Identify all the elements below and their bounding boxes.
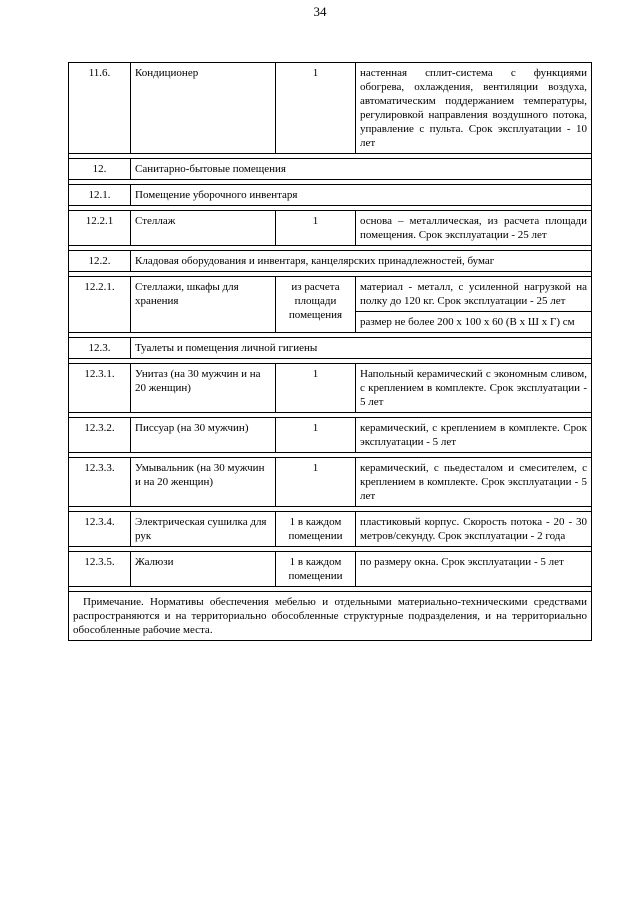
equipment-table xyxy=(68,62,592,641)
item-number: 12.2.1 xyxy=(69,211,131,246)
section-number: 12.3. xyxy=(69,338,131,359)
item-number: 11.6. xyxy=(69,63,131,154)
section-title: Помещение уборочного инвентаря xyxy=(131,185,592,206)
section-row xyxy=(69,338,592,359)
item-name: Кондиционер xyxy=(131,63,276,154)
table-row xyxy=(69,458,592,507)
table-row xyxy=(69,364,592,413)
table-row xyxy=(69,418,592,453)
item-description: керамический, с пьедесталом и смесителем, с креплением в комплекте. Срок эксплуатации - 5 лет xyxy=(356,458,592,507)
item-quantity: 1 xyxy=(276,63,356,154)
page-number: 34 xyxy=(313,4,327,19)
item-description: основа – металлическая, из расчета площади помещения. Срок эксплуатации - 25 лет xyxy=(356,211,592,246)
note-row xyxy=(69,592,592,641)
table-row xyxy=(69,63,592,154)
item-number: 12.3.2. xyxy=(69,418,131,453)
item-name: Унитаз (на 30 мужчин и на 20 женщин) xyxy=(131,364,276,413)
section-row xyxy=(69,159,592,180)
item-quantity: 1 в каждом помещении xyxy=(276,552,356,587)
table-row xyxy=(69,211,592,246)
section-title: Санитарно-бытовые помещения xyxy=(131,159,592,180)
item-name: Стеллажи, шкафы для хранения xyxy=(131,277,276,333)
item-description: Напольный керамический с экономным сливом, с креплением в комплекте. Срок эксплуатации - 5 лет xyxy=(356,364,592,413)
item-quantity: 1 в каждом помещении xyxy=(276,512,356,547)
table-row xyxy=(69,277,592,312)
section-number: 12. xyxy=(69,159,131,180)
item-number: 12.3.4. xyxy=(69,512,131,547)
section-row xyxy=(69,185,592,206)
item-description: материал - металл, с усиленной нагрузкой на полку до 120 кг. Срок эксплуатации - 25 лет xyxy=(356,277,592,312)
item-name: Стеллаж xyxy=(131,211,276,246)
item-number: 12.2.1. xyxy=(69,277,131,333)
item-name: Электрическая сушилка для рук xyxy=(131,512,276,547)
item-description-extra: размер не более 200 х 100 х 60 (В х Ш х Г) см xyxy=(356,312,592,333)
table-row xyxy=(69,512,592,547)
item-number: 12.3.3. xyxy=(69,458,131,507)
item-description: пластиковый корпус. Скорость потока - 20 - 30 метров/секунду. Срок эксплуатации - 2 года xyxy=(356,512,592,547)
item-name: Умывальник (на 30 мужчин и на 20 женщин) xyxy=(131,458,276,507)
item-quantity: из расчета площади помещения xyxy=(276,277,356,333)
item-name: Писсуар (на 30 мужчин) xyxy=(131,418,276,453)
table-row xyxy=(69,552,592,587)
section-row xyxy=(69,251,592,272)
item-quantity: 1 xyxy=(276,364,356,413)
section-number: 12.2. xyxy=(69,251,131,272)
item-description: керамический, с креплением в комплекте. Срок эксплуатации - 5 лет xyxy=(356,418,592,453)
item-quantity: 1 xyxy=(276,211,356,246)
item-number: 12.3.5. xyxy=(69,552,131,587)
item-description: настенная сплит-система с функциями обогрева, охлаждения, вентиляции воздуха, автоматическим поддержанием температуры, регулировкой направления воздушного потока, управление с пульта. Срок эксплуатации - 10 лет xyxy=(356,63,592,154)
table-note: Примечание. Нормативы обеспечения мебелью и отдельными материально-техническими средствами распространяются и на территориально обособленные структурные подразделения, и на территориально обособленные рабочие места. xyxy=(69,592,592,641)
item-name: Жалюзи xyxy=(131,552,276,587)
section-title: Кладовая оборудования и инвентаря, канцелярских принадлежностей, бумаг xyxy=(131,251,592,272)
section-title: Туалеты и помещения личной гигиены xyxy=(131,338,592,359)
item-number: 12.3.1. xyxy=(69,364,131,413)
item-description: по размеру окна. Срок эксплуатации - 5 лет xyxy=(356,552,592,587)
section-number: 12.1. xyxy=(69,185,131,206)
item-quantity: 1 xyxy=(276,418,356,453)
item-quantity: 1 xyxy=(276,458,356,507)
